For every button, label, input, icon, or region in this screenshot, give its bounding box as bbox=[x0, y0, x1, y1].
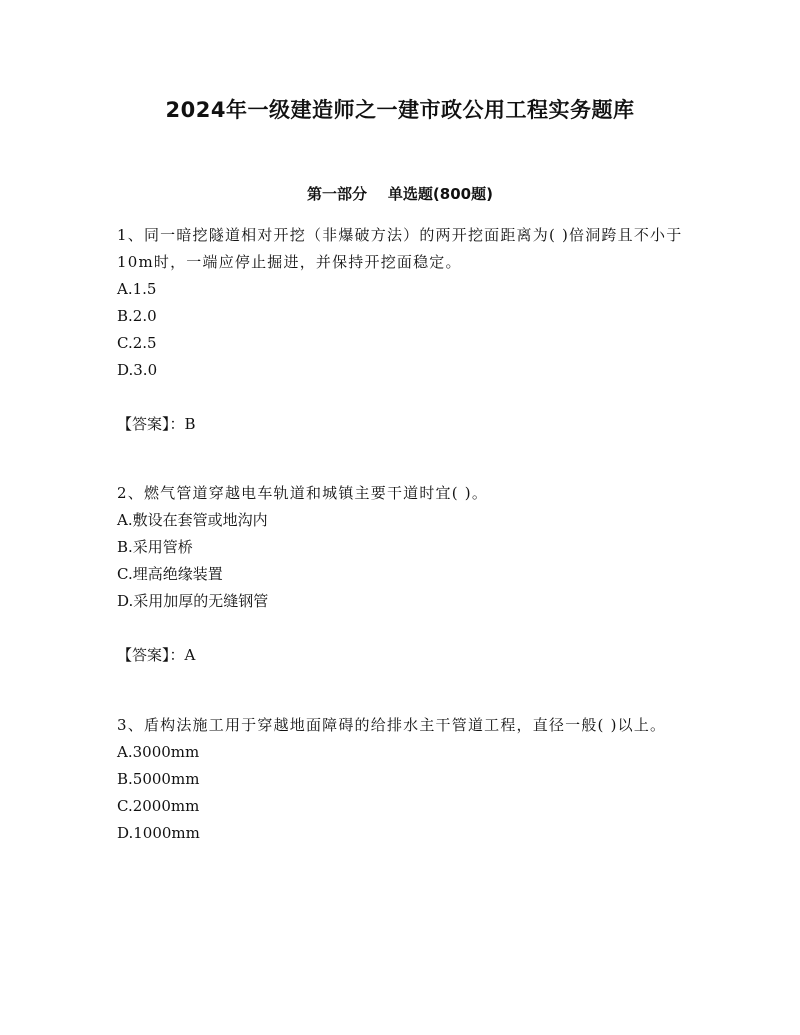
option-a: A.敷设在套管或地沟内 bbox=[117, 511, 268, 529]
option-b: B.采用管桥 bbox=[117, 538, 193, 556]
question-stem: 2、燃气管道穿越电车轨道和城镇主要干道时宜( )。 bbox=[117, 484, 489, 502]
question-3 bbox=[117, 712, 689, 847]
option-a: A.3000mm bbox=[117, 743, 200, 761]
option-d: D.3.0 bbox=[117, 361, 158, 379]
option-b: B.5000mm bbox=[117, 770, 200, 788]
option-b: B.2.0 bbox=[117, 307, 157, 325]
option-c: C.埋高绝缘装置 bbox=[117, 565, 223, 583]
section-title: 第一部分 单选题(800题) bbox=[307, 185, 493, 203]
option-c: C.2000mm bbox=[117, 797, 200, 815]
question-stem: 3、盾构法施工用于穿越地面障碍的给排水主干管道工程，直径一般( )以上。 bbox=[117, 716, 667, 734]
document-title: 2024年一级建造师之一建市政公用工程实务题库 bbox=[165, 98, 635, 122]
question-1 bbox=[117, 222, 689, 438]
option-c: C.2.5 bbox=[117, 334, 157, 352]
option-a: A.1.5 bbox=[117, 280, 157, 298]
option-list bbox=[117, 507, 689, 615]
option-list bbox=[117, 739, 689, 847]
option-d: D.1000mm bbox=[117, 824, 200, 842]
question-stem: 1、同一暗挖隧道相对开挖（非爆破方法）的两开挖面距离为( )倍洞跨且不小于10m时，一端应停止掘进，并保持开挖面稳定。 bbox=[117, 226, 683, 271]
question-2 bbox=[117, 480, 689, 669]
option-d: D.采用加厚的无缝钢管 bbox=[117, 592, 269, 610]
option-list bbox=[117, 276, 689, 384]
answer-line: 【答案】：A bbox=[117, 646, 196, 664]
answer-line: 【答案】：B bbox=[117, 415, 196, 433]
